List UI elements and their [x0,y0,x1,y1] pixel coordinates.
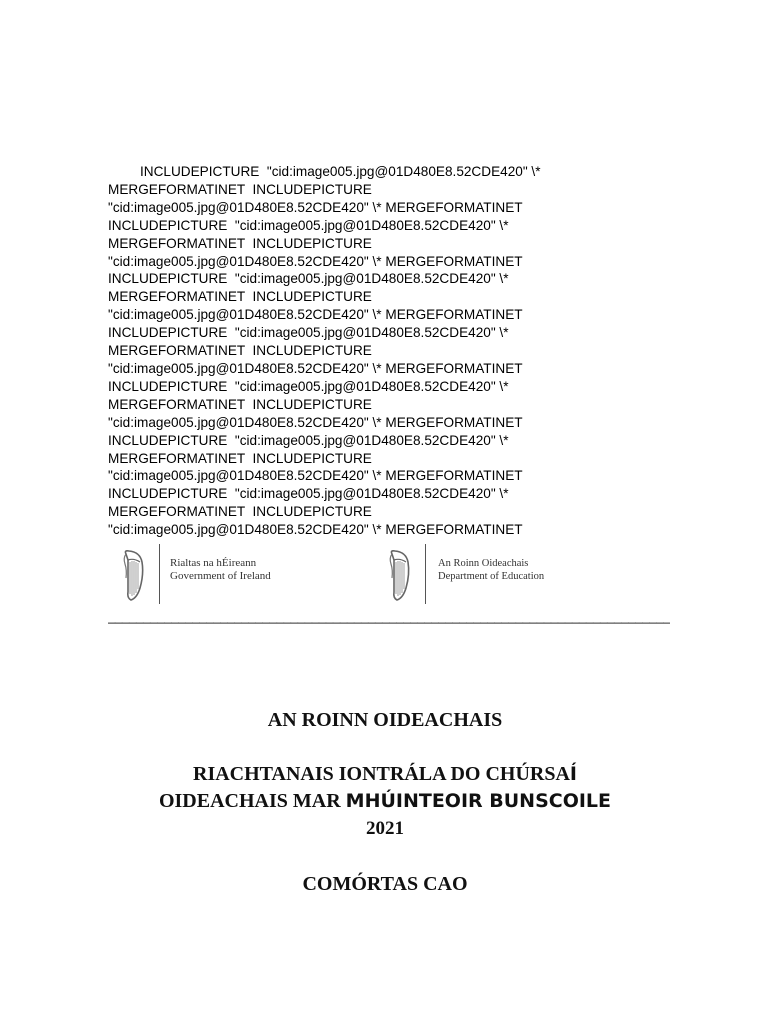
harp-icon [120,548,148,602]
field-codes-text: INCLUDEPICTURE "cid:image005.jpg@01D480E8.52CDE420" \* MERGEFORMATINET INCLUDEPICTURE "cid:image005.jpg@01D480E8.52CDE420" \* MERGEFORMATINET INCLUDEPICTURE "cid:image005.jpg@01D480E8.52CDE420" \* MERGEFORMATINET INCLUDEPICTURE "cid:image005.jpg@01D480E8.52CDE420" \* MERGEFORMATINET INCLUDEPICTURE "cid:image005.jpg@01D480E8.52CDE420" \* MERGEFORMATINET INCLUDEPICTURE "cid:image005.jpg@01D480E8.52CDE420" \* MERGEFORMATINET INCLUDEPICTURE "cid:image005.jpg@01D480E8.52CDE420" \* MERGEFORMATINET INCLUDEPICTURE "cid:image005.jpg@01D480E8.52CDE420" \* MERGEFORMATINET INCLUDEPICTURE "cid:image005.jpg@01D480E8.52CDE420" \* MERGEFORMATINET INCLUDEPICTURE "cid:image005.jpg@01D480E8.52CDE420" \* MERGEFORMATINET INCLUDEPICTURE "cid:image005.jpg@01D480E8.52CDE420" \* MERGEFORMATINET INCLUDEPICTURE "cid:image005.jpg@01D480E8.52CDE420" \* MERGEFORMATINET INCLUDEPICTURE "cid:image005.jpg@01D480E8.52CDE420" \* MERGEFORMATINET INCLUDEPICTURE "cid:image005.jpg@01D480E8.52CDE420" \* MERGEFORMATINET [108,164,545,538]
logo-line-1: An Roinn Oideachais [438,558,529,569]
logo-text [438,557,544,583]
department-heading: AN ROINN OIDEACHAIS [267,709,503,731]
logo-line-1: Rialtas na hÉireann [170,557,257,569]
logo-line-2: Department of Education [438,571,545,582]
department-of-education-logo [384,542,624,606]
title-line-2-accent: MHÚINTEOIR BUNSCOILE [345,790,612,812]
logo-divider [159,544,160,604]
title-line-2-main: OIDEACHAIS MAR [158,790,346,812]
title-line-1-accent: Í [569,763,577,785]
logo-line-2: Government of Ireland [170,570,271,582]
government-of-ireland-logo [118,542,358,606]
title-line-1-main: RIACHTANAIS IONTRÁLA DO CHÚRSA [193,763,570,785]
harp-icon [386,548,414,602]
competition-heading: COMÓRTAS CAO [302,873,468,895]
year-heading: 2021 [366,818,404,839]
horizontal-rule: ________________________________________________________________________________ [108,609,670,624]
logo-text [170,557,271,583]
title-line-2 [0,788,770,814]
logo-row [118,542,678,606]
title-line-1 [0,761,770,787]
logo-divider [425,544,426,604]
